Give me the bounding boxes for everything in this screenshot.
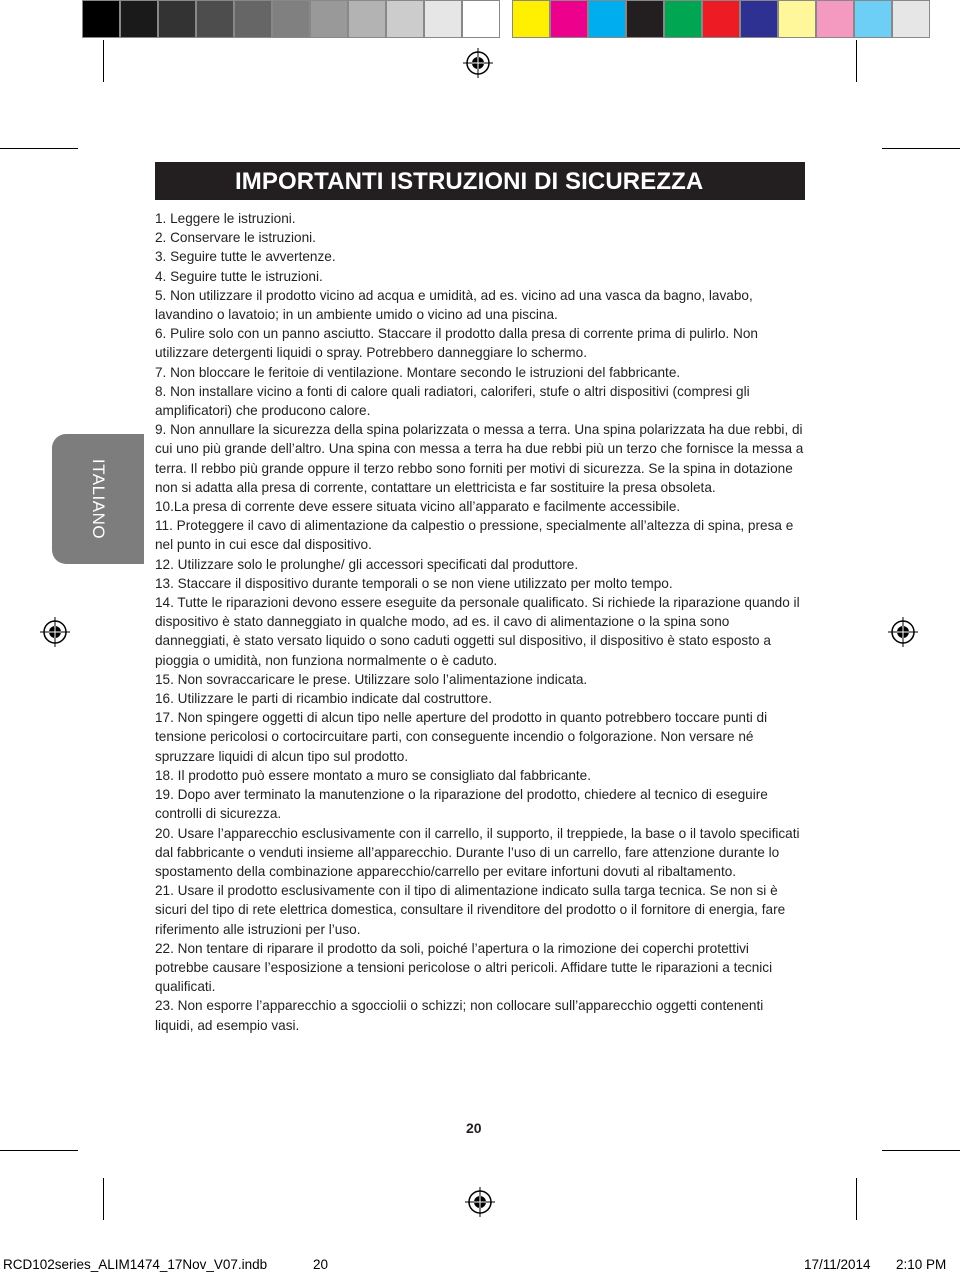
color-swatch: [588, 0, 626, 38]
gray-swatch: [386, 0, 424, 38]
instruction-item: 12. Utilizzare solo le prolunghe/ gli accessori specificati dal produttore.: [155, 556, 579, 572]
color-swatch: [816, 0, 854, 38]
gray-swatch: [158, 0, 196, 38]
registration-mark-icon: [465, 1187, 495, 1217]
gray-swatch: [120, 0, 158, 38]
instruction-item: 21. Usare il prodotto esclusivamente con il tipo di alimentazione indicato sulla targa tecnica. Se non si è sicuri del tipo di rete elettrica domestica, consultare il rivenditore del prodotto o il fornitore di energia, fare riferimento alle istruzioni per l’uso.: [155, 883, 786, 937]
crop-mark: [882, 148, 960, 149]
instruction-item: 23. Non esporre l’apparecchio a sgocciolii o schizzi; non collocare sull’apparecchio oggetti contenenti liquidi, ad esempio vasi.: [155, 998, 764, 1033]
color-swatch: [702, 0, 740, 38]
instruction-item: 16. Utilizzare le parti di ricambio indicate dal costruttore.: [155, 691, 492, 707]
instruction-item: 2. Conservare le istruzioni.: [155, 230, 316, 246]
instruction-item: 5. Non utilizzare il prodotto vicino ad acqua e umidità, ad es. vicino ad una vasca da bagno, lavabo, lavandino o lavatoio; in un ambiente umido o vicino ad una piscina.: [155, 287, 753, 323]
crop-mark: [103, 40, 104, 82]
instruction-item: 8. Non installare vicino a fonti di calore quali radiatori, caloriferi, stufe o altri dispositivi (compresi gli amplificatori) che producono calore.: [155, 383, 750, 419]
instruction-item: 18. Il prodotto può essere montato a muro se consigliato dal fabbricante.: [155, 767, 592, 783]
gray-swatch: [272, 0, 310, 38]
gray-swatch: [196, 0, 234, 38]
gray-swatch: [310, 0, 348, 38]
instructions-list: [155, 209, 805, 1035]
footer-filename: RCD102series_ALIM1474_17Nov_V07.indb: [3, 1257, 268, 1272]
instruction-item: 20. Usare l’apparecchio esclusivamente con il carrello, il supporto, il treppiede, la base o il tavolo specificati dal fabbricante o venduti insieme all’apparecchio. Durante l’uso di un carrello, fare attenzione durante lo spostamento della combinazione apparecchio/carrello per evitare infortuni dovuti al ribaltamento.: [155, 825, 800, 879]
instruction-item: 17. Non spingere oggetti di alcun tipo nelle aperture del prodotto in quanto potrebbero toccare punti di tensione pericolosi o cortocircuitare parti, con conseguente incendio o folgorazione. Non versare né spruzzare liquidi di alcun tipo sul prodotto.: [155, 710, 768, 764]
page-title: IMPORTANTI ISTRUZIONI DI SICUREZZA: [235, 168, 704, 195]
color-swatch: [626, 0, 664, 38]
section-header: [155, 162, 805, 200]
crop-mark: [856, 1178, 857, 1220]
crop-mark: [0, 1150, 78, 1151]
color-swatch: [550, 0, 588, 38]
instruction-item: 3. Seguire tutte le avvertenze.: [155, 249, 336, 265]
instruction-item: 1. Leggere le istruzioni.: [155, 211, 296, 226]
footer-date: 17/11/2014: [804, 1257, 871, 1272]
registration-mark-icon: [40, 617, 70, 647]
crop-mark: [882, 1150, 960, 1151]
swatch-gap: [500, 0, 512, 38]
instruction-item: 7. Non bloccare le feritoie di ventilazione. Montare secondo le istruzioni del fabbricante.: [155, 364, 681, 380]
color-bar: [82, 0, 930, 38]
footer-page: 20: [313, 1257, 329, 1272]
footer-time: 2:10 PM: [896, 1257, 947, 1272]
crop-mark: [103, 1178, 104, 1220]
language-tab-label: ITALIANO: [89, 458, 108, 540]
gray-swatch: [82, 0, 120, 38]
crop-mark: [856, 40, 857, 82]
gray-swatch: [424, 0, 462, 38]
instruction-item: 22. Non tentare di riparare il prodotto da soli, poiché l’apertura o la rimozione dei coperchi protettivi potrebbe causare l’esposizione a tensioni pericolose o altri pericoli. Affidare tutte le riparazioni a tecnici qualificati.: [155, 940, 773, 995]
color-swatch: [778, 0, 816, 38]
instruction-item: 15. Non sovraccaricare le prese. Utilizzare solo l’alimentazione indicata.: [155, 671, 588, 687]
instruction-item: 4. Seguire tutte le istruzioni.: [155, 268, 323, 284]
instruction-item: 6. Pulire solo con un panno asciutto. Staccare il prodotto dalla presa di corrente prima di pulirlo. Non utilizzare detergenti liquidi o spray. Potrebbero danneggiare lo schermo.: [155, 326, 758, 361]
instruction-item: 13. Staccare il dispositivo durante temporali o se non viene utilizzato per molto tempo.: [155, 575, 673, 591]
gray-swatch: [462, 0, 500, 38]
language-tab: [52, 434, 144, 564]
instruction-item: 19. Dopo aver terminato la manutenzione o la riparazione del prodotto, chiedere al tecnico di eseguire controlli di sicurezza.: [155, 787, 768, 822]
gray-swatch: [348, 0, 386, 38]
instruction-item: 14. Tutte le riparazioni devono essere eseguite da personale qualificato. Si richiede la riparazione quando il dispositivo è stato danneggiato in qualche modo, ad es. il cavo di alimentazione o la spina sono danneggiati, è stato versato liquido o sono caduti oggetti sul dispositivo, il dispositivo è stato esposto a pioggia o umidità, non funziona normalmente o è caduto.: [155, 595, 800, 668]
color-swatch: [892, 0, 930, 38]
color-swatch: [664, 0, 702, 38]
instruction-item: 10.La presa di corrente deve essere situata vicino all’apparato e facilmente accessibile.: [155, 499, 681, 515]
color-swatch: [740, 0, 778, 38]
registration-mark-icon: [463, 48, 493, 78]
color-swatch: [854, 0, 892, 38]
color-swatch: [512, 0, 550, 38]
instruction-item: 11. Proteggere il cavo di alimentazione da calpestio o pressione, specialmente all’altezza di spina, presa e nel punto in cui esce dal dispositivo.: [155, 518, 794, 553]
instruction-item: 9. Non annullare la sicurezza della spina polarizzata o messa a terra. Una spina polarizzata ha due rebbi, di cui uno più grande dell’altro. Una spina con messa a terra ha due rebbi più un terzo che fornisce la messa a terra. Il rebbo più grande oppure il terzo rebbo sono forniti per motivi di sicurezza. Se la spina in dotazione non si adatta alla presa di corrente, contattare un elettricista e far sostituire la presa obsoleta.: [155, 422, 804, 495]
crop-mark: [0, 148, 78, 149]
registration-mark-icon: [888, 617, 918, 647]
gray-swatch: [234, 0, 272, 38]
page-number: 20: [466, 1120, 482, 1136]
